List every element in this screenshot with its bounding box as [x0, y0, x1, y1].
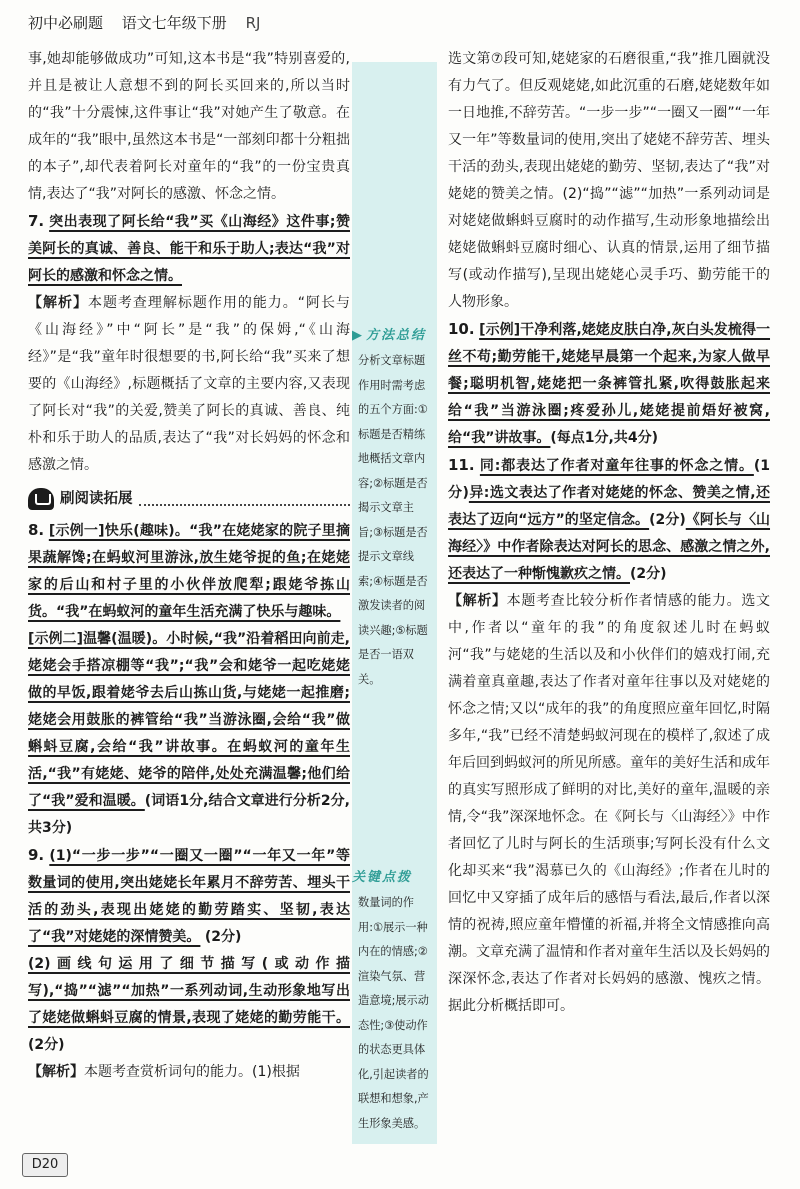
question-number: 7. — [28, 212, 45, 230]
box-title: ▶ 方法总结 — [352, 328, 427, 343]
question-9-part-2 — [28, 951, 350, 1059]
book-title: 语文七年级下册 — [121, 14, 227, 32]
question-9 — [28, 842, 350, 951]
section-heading — [28, 485, 350, 513]
question-10 — [448, 316, 770, 452]
question-number: 8. — [28, 521, 45, 539]
right-column — [448, 46, 770, 1020]
answer-part-1: (1)“一步一步”“一圈又一圈”“一年又一年”等数量词的使用,突出姥姥长年累月不辞劳苦、埋头干活的劲头,表现出姥姥的勤劳踏实、坚韧,表达了“我”对姥姥的深情赞美。 — [28, 848, 350, 945]
box-title: 关键点拨 — [352, 870, 413, 885]
edition-label: RJ — [245, 14, 261, 32]
page-header — [28, 10, 358, 36]
analysis-tag: 【解析】 — [28, 1064, 84, 1080]
answer-diff-2: 《阿长与〈山海经〉》中作者除表达对阿长的思念、感激之情之外,还表达了一种惭愧歉疚之情。 — [448, 512, 771, 582]
answer-example-1: [示例一]快乐(趣味)。“我”在姥姥家的院子里摘果蔬解馋;在蚂蚁河里游泳,放生姥爷捉的鱼;在姥姥家的后山和村子里的小伙伴放爬犁;跟姥爷拣山货。“我”在蚂蚁河的童年生活充满了快乐与趣味。 — [28, 523, 351, 620]
q6-explanation-tail: 事,她却能够做成功”可知,这本书是“我”特别喜爱的,并且是被让人意想不到的阿长买回来的,所以当时的“我”十分震悚,这件事让“我”对她产生了敬意。在成年的“我”眼中,虽然这本书是“一部刻印都十分粗拙的本子”,却代表着阿长对童年的“我”的一份宝贵真情,表达了“我”对阿长的感激、怀念之情。 — [28, 51, 350, 202]
answer-text: 突出表现了阿长给“我”买《山海经》这件事;赞美阿长的真诚、善良、能干和乐于助人;表达“我”对阿长的感激和怀念之情。 — [28, 214, 350, 284]
score-note: (2分) — [630, 566, 667, 582]
analysis-text: 本题考查赏析词句的能力。(1)根据 — [84, 1064, 300, 1080]
question-11-analysis — [448, 588, 770, 1020]
left-column — [28, 46, 350, 1086]
score-note: (1分) — [448, 458, 770, 501]
method-summary-box — [352, 320, 437, 692]
score-note: (2分) — [204, 929, 242, 945]
answer-same: 同:都表达了作者对童年往事的怀念之情。 — [479, 458, 754, 474]
question-8 — [28, 517, 350, 626]
question-number: 11. — [448, 456, 475, 474]
question-9-analysis — [28, 1059, 350, 1086]
score-note: (2分) — [649, 512, 686, 528]
question-11 — [448, 452, 770, 588]
series-name: 初中必刷题 — [28, 14, 104, 32]
section-title: 刷阅读拓展 — [60, 490, 133, 507]
score-note: (2分) — [28, 1037, 65, 1053]
question-8-example-2 — [28, 626, 350, 842]
page-number: D20 — [22, 1153, 68, 1177]
answer-example-2: [示例二]温馨(温暖)。小时候,“我”沿着稻田向前走,姥姥会手搭凉棚等“我”;“我”会和姥爷一起吃姥姥做的早饭,跟着姥爷去后山拣山货,与姥姥一起推磨;姥姥会用鼓胀的裤管给“我”当游泳圈,会给“我”做蝌蚪豆腐,会给“我”讲故事。在蚂蚁河的童年生活,“我”有姥姥、姥爷的陪伴,处处充满温馨;他们给了“我”爱和温暖。 — [28, 631, 350, 809]
box-text: 数量词的作用:①展示一种内在的情感;②渲染气氛、营造意境;展示动态性;③使动作的状态更具体化,引起读者的联想和想象,产生形象美感。 — [358, 896, 429, 1130]
box-text: 分析文章标题作用时需考虑的五个方面:①标题是否精练地概括文章内容;②标题是否揭示文章主旨;③标题是否提示文章线索;④标题是否激发读者的阅读兴趣;⑤标题是否一语双关。 — [358, 354, 428, 686]
answer-text: [示例]干净利落,姥姥皮肤白净,灰白头发梳得一丝不苟;勤劳能干,姥姥早晨第一个起来,为家人做早餐;聪明机智,姥姥把一条裤管扎紧,吹得鼓胀起来给“我”当游泳圈;疼爱孙儿,姥姥提前焐好被窝,给“我”讲故事。 — [448, 322, 771, 446]
question-7-analysis — [28, 290, 350, 479]
key-tips-box — [352, 862, 437, 1136]
analysis-tag: 【解析】 — [28, 295, 88, 311]
question-number: 9. — [28, 846, 45, 864]
sidebar-notes — [352, 62, 437, 1144]
analysis-text: 本题考查比较分析作者情感的能力。选文中,作者以“童年的我”的角度叙述儿时在蚂蚁河“我”与姥姥的生活以及和小伙伴们的嬉戏打闹,充满着童真童趣,表达了作者对童年往事以及对姥姥的怀念之情;又以“成年的我”的角度照应童年回忆,时隔多年,“我”已经不清楚蚂蚁河现在的模样了,叙述了成年后回到蚂蚁河的所见所感。童年的美好生活和成年的真实写照形成了鲜明的对比,美好的童年,温暖的亲情,令“我”深深地怀念。在《阿长与〈山海经〉》中作者回忆了儿时与阿长的生活琐事;写阿长没有什么文化却买来“我”渴慕已久的《山海经》;作者在儿时的回忆中又穿插了成年后的感悟与看法,最后,作者以深情的祝祷,照应童年懵懂的祈福,并将全文情感推向高潮。文章充满了温情和作者对童年生活以及长妈妈的深深怀念,表达了作者对长妈妈的感激、愧疚之情。据此分析概括即可。 — [448, 593, 771, 1014]
answer-part-2: (2)画线句运用了细节描写(或动作描写),“捣”“滤”“加热”一系列动词,生动形象地写出了姥姥做蝌蚪豆腐的情景,表现了姥姥的勤劳能干。 — [28, 956, 350, 1026]
analysis-tag: 【解析】 — [448, 593, 507, 609]
dotted-rule — [139, 492, 351, 506]
score-note: (词语1分,结合文章进行分析2分,共3分) — [28, 793, 350, 836]
question-7 — [28, 208, 350, 290]
score-note: (每点1分,共4分) — [550, 430, 659, 446]
question-number: 10. — [448, 320, 475, 338]
q9-analysis-continued: 选文第⑦段可知,姥姥家的石磨很重,“我”推几圈就没有力气了。但反观姥姥,如此沉重的石磨,姥姥数年如一日地推,不辞劳苦。“一步一步”“一圈又一圈”“一年又一年”等数量词的使用,突出了姥姥不辞劳苦、埋头干活的劲头,表现出姥姥的勤劳、坚韧,表达了“我”对姥姥的赞美之情。(2)“捣”“滤”“加热”一系列动词是对姥姥做蝌蚪豆腐时的动作描写,生动形象地描绘出姥姥做蝌蚪豆腐时细心、认真的情景,运用了细节描写(或动作描写),呈现出姥姥心灵手巧、勤劳能干的人物形象。 — [448, 51, 770, 310]
book-icon — [28, 488, 54, 510]
answer-diff: 异:选文表达了作者对姥姥的怀念、赞美之情,还表达了迈向“远方”的坚定信念。 — [448, 485, 770, 528]
arrow-icon: ▶ — [352, 328, 364, 343]
analysis-text: 本题考查理解标题作用的能力。“阿长与《山海经》”中“阿长”是“我”的保姆,“《山海经》”是“我”童年时很想要的书,阿长给“我”买来了想要的《山海经》,标题概括了文章的主要内容,又表现了阿长对“我”的关爱,赞美了阿长的真诚、善良、纯朴和乐于助人的品质,表达了“我”对长妈妈的怀念和感激之情。 — [28, 295, 350, 473]
